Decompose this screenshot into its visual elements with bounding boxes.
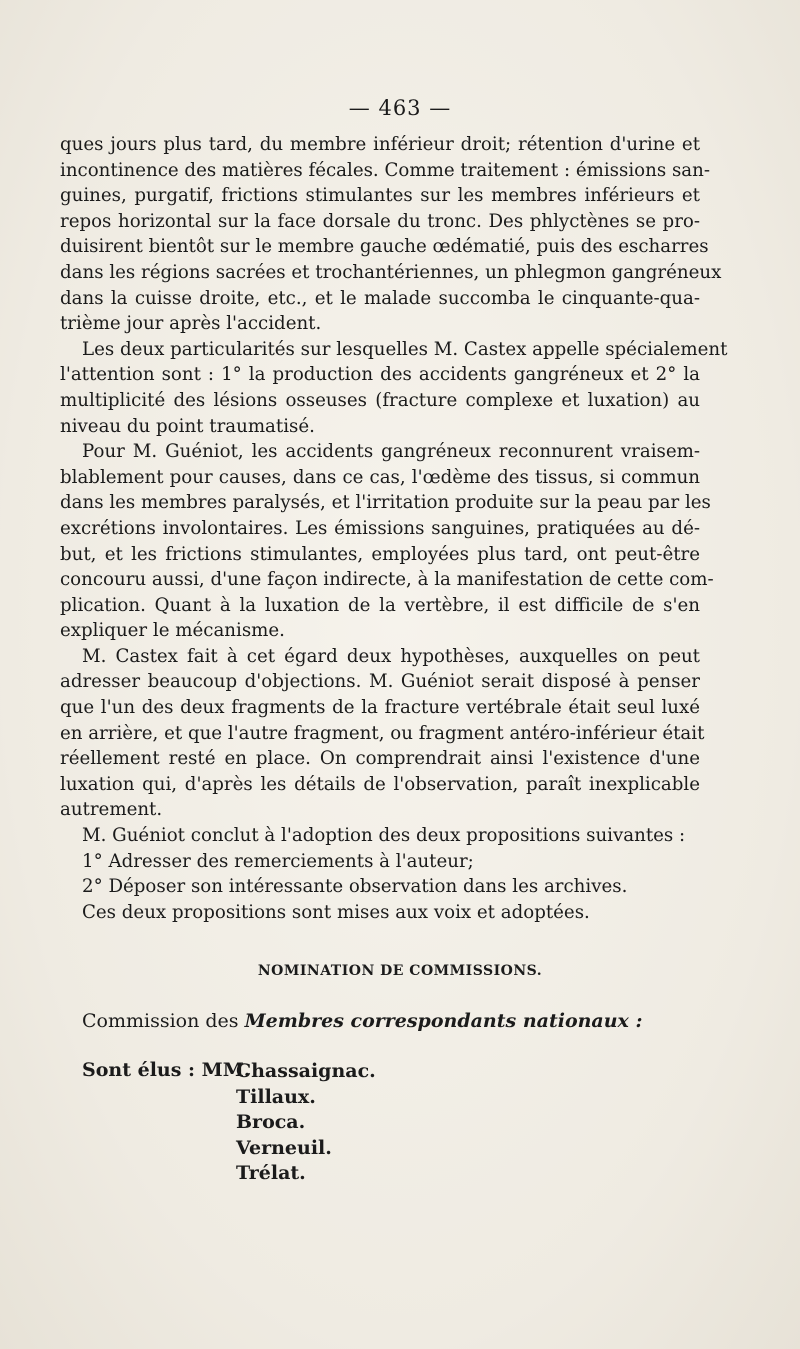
text-line: ques jours plus tard, du membre inférieur droit; rétention d'urine et bbox=[60, 134, 700, 155]
text-line: excrétions involontaires. Les émissions sanguines, pratiquées au dé- bbox=[60, 517, 700, 539]
commission-name: Membres correspondants nationaux : bbox=[244, 1010, 643, 1032]
text-line: dans la cuisse droite, etc., et le malade succomba le cinquante-qua- bbox=[60, 287, 700, 309]
text-line: plication. Quant à la luxation de la vertèbre, il est difficile de s'en bbox=[60, 594, 700, 616]
text-line: adresser beaucoup d'objections. M. Guéniot serait disposé à penser bbox=[60, 671, 700, 693]
text-line: autrement. bbox=[60, 799, 163, 821]
text-line: en arrière, et que l'autre fragment, ou fragment antéro-inférieur était bbox=[60, 722, 705, 744]
text-line: que l'un des deux fragments de la fracture vertébrale était seul luxé bbox=[60, 697, 700, 719]
elected-members-list bbox=[236, 1059, 376, 1187]
text-line: Pour M. Guéniot, les accidents gangréneux reconnurent vraisem- bbox=[82, 441, 700, 463]
text-line: duisirent bientôt sur le membre gauche œdématié, puis des escharres bbox=[60, 236, 709, 258]
text-line: 1° Adresser des remerciements à l'auteur; bbox=[82, 850, 474, 872]
commission-prefix: Commission des bbox=[82, 1010, 239, 1032]
text-line: réellement resté en place. On comprendrait ainsi l'existence d'une bbox=[60, 748, 700, 770]
body-text bbox=[60, 132, 728, 925]
text-line: Les deux particularités sur lesquelles M. Castex appelle spécialement bbox=[82, 338, 728, 360]
elected-label: Sont élus : MM. bbox=[82, 1059, 251, 1081]
text-line: luxation qui, d'après les détails de l'observation, paraît inexplicable bbox=[60, 773, 700, 795]
text-line: M. Castex fait à cet égard deux hypothèses, auxquelles on peut bbox=[82, 645, 700, 667]
elected-member: Tillaux. bbox=[236, 1085, 316, 1108]
commission-title bbox=[82, 1010, 643, 1032]
section-heading: NOMINATION DE COMMISSIONS. bbox=[257, 963, 543, 979]
text-line: l'attention sont : 1° la production des accidents gangréneux et 2° la bbox=[60, 364, 700, 386]
text-line: Ces deux propositions sont mises aux voix et adoptées. bbox=[82, 901, 590, 923]
text-line: concouru aussi, d'une façon indirecte, à la manifestation de cette com- bbox=[60, 569, 714, 591]
text-line: expliquer le mécanisme. bbox=[60, 620, 285, 642]
elected-member: Trélat. bbox=[236, 1162, 306, 1184]
text-line: trième jour après l'accident. bbox=[60, 313, 322, 335]
elected-member: Chassaignac. bbox=[236, 1060, 376, 1082]
text-line: dans les membres paralysés, et l'irritation produite sur la peau par les bbox=[60, 492, 711, 514]
text-line: repos horizontal sur la face dorsale du tronc. Des phlyctènes se pro- bbox=[60, 210, 700, 232]
text-line: M. Guéniot conclut à l'adoption des deux propositions suivantes : bbox=[82, 825, 686, 847]
text-line: blablement pour causes, dans ce cas, l'œdème des tissus, si commun bbox=[60, 466, 700, 488]
text-line: multiplicité des lésions osseuses (fracture complexe et luxation) au bbox=[60, 389, 700, 411]
text-line: guines, purgatif, frictions stimulantes sur les membres inférieurs et bbox=[60, 185, 700, 207]
text-line: 2° Déposer son intéressante observation dans les archives. bbox=[82, 876, 628, 898]
text-line: but, et les frictions stimulantes, employées plus tard, ont peut-être bbox=[60, 543, 700, 565]
text-line: incontinence des matières fécales. Comme traitement : émissions san- bbox=[60, 159, 710, 181]
text-line: niveau du point traumatisé. bbox=[60, 415, 315, 437]
page-number: — 463 — bbox=[348, 96, 452, 120]
text-line: dans les régions sacrées et trochantériennes, un phlegmon gangréneux bbox=[60, 261, 722, 283]
elected-member: Verneuil. bbox=[236, 1136, 332, 1159]
elected-member: Broca. bbox=[236, 1111, 306, 1133]
